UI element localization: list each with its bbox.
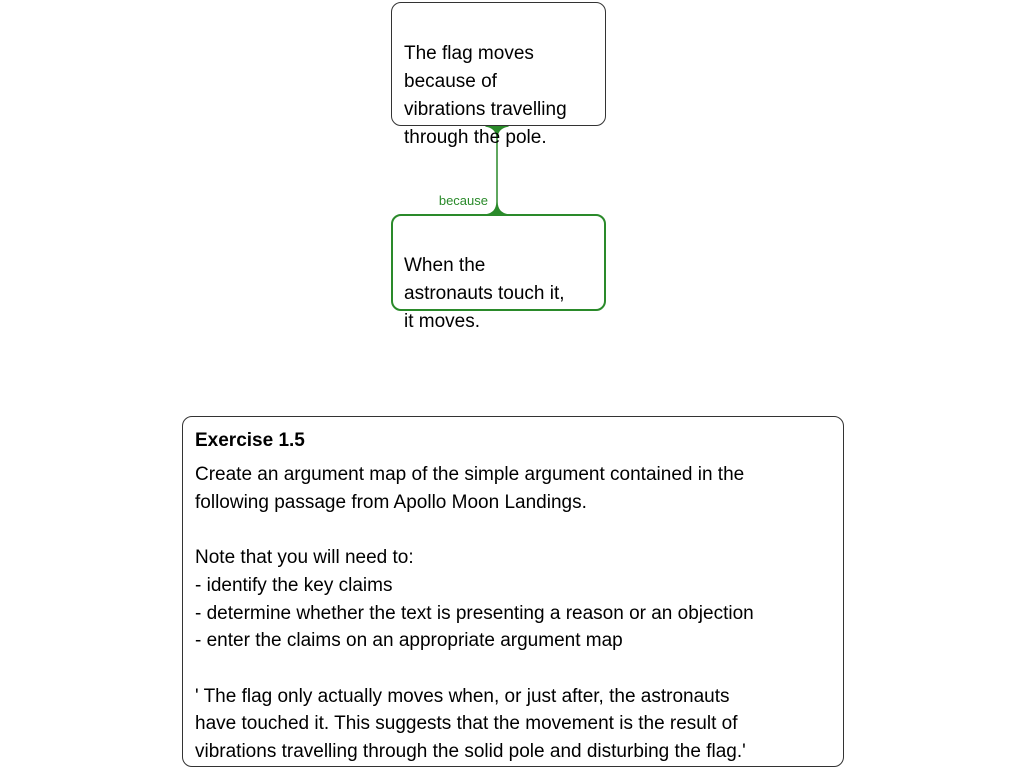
- because-label: because: [438, 193, 488, 208]
- exercise-title: Exercise 1.5: [195, 430, 305, 451]
- claim-box[interactable]: [391, 2, 606, 148]
- reason-text: When the astronauts touch it, it moves.: [404, 255, 565, 332]
- reason-box[interactable]: [391, 214, 606, 332]
- exercise-instructions: Create an argument map of the simple argument contained in the following passage from Apollo Moon Landings. Note that you will need to: - identify the key claims - determine whether the text is presenting a reason or an objection - enter the claims on an appropriate argument map ' The flag only actually moves when, or just after, the astronauts have touched it. This suggests that the movement is the result of vibrations travelling through the solid pole and disturbing the flag.': [195, 464, 754, 763]
- claim-text: The flag moves because of vibrations travelling through the pole.: [404, 43, 567, 148]
